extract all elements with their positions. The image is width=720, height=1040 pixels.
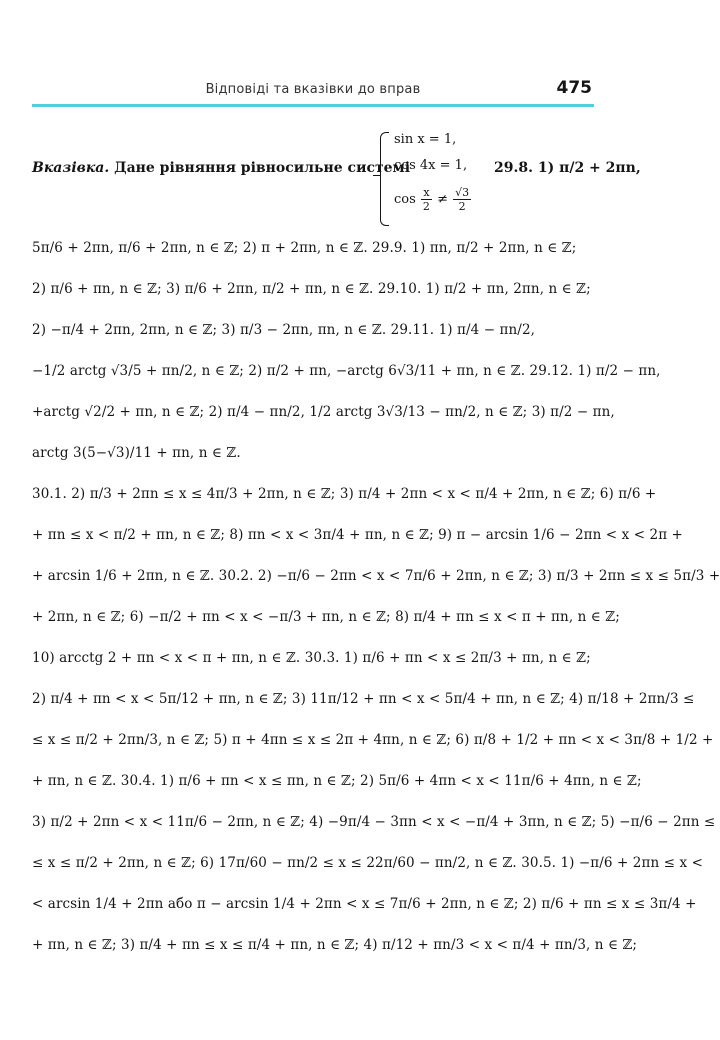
fraction-sqrt3-over-2: [453, 186, 471, 213]
solutions-list: [32, 228, 720, 966]
not-equal-sign: ≠: [437, 192, 448, 207]
solution-line: 2) −π/4 + 2πn, 2πn, n ∈ ℤ; 3) π/3 − 2πn, πn, n ∈ ℤ. 29.11. 1) π/4 − πn/2,: [32, 322, 536, 338]
solution-line: arctg 3(5−√3)/11 + πn, n ∈ ℤ.: [32, 445, 241, 461]
hint-answer: 29.8. 1) π/2 + 2πn,: [494, 160, 641, 176]
solution-line: +arctg √2/2 + πn, n ∈ ℤ; 2) π/4 − πn/2, 1/2 arctg 3√3/13 − πn/2, n ∈ ℤ; 3) π/2 − πn,: [32, 404, 615, 420]
fraction-x-over-2: [421, 186, 432, 213]
fraction-denominator: 2: [422, 200, 430, 213]
page-number: 475: [556, 78, 592, 98]
hint-text: [32, 160, 410, 176]
solution-line: 2) π/4 + πn < x < 5π/12 + πn, n ∈ ℤ; 3) 11π/12 + πn < x < 5π/4 + πn, n ∈ ℤ; 4) π/18 + 2πn/3 ≤: [32, 691, 695, 707]
fraction-numerator: x: [421, 186, 432, 200]
solution-line: < arcsin 1/4 + 2πn або π − arcsin 1/4 + 2πn < x ≤ 7π/6 + 2πn, n ∈ ℤ; 2) π/6 + πn ≤ x ≤ 3π/4 +: [32, 896, 697, 912]
solution-line: ≤ x ≤ π/2 + 2πn/3, n ∈ ℤ; 5) π + 4πn ≤ x ≤ 2π + 4πn, n ∈ ℤ; 6) π/8 + 1/2 + πn < x < 3π/8 + 1/2 +: [32, 732, 714, 748]
solution-line: 10) arcctg 2 + πn < x < π + πn, n ∈ ℤ. 30.3. 1) π/6 + πn < x ≤ 2π/3 + πn, n ∈ ℤ;: [32, 650, 591, 666]
system-brace: [380, 132, 389, 226]
solution-line: + πn ≤ x < π/2 + πn, n ∈ ℤ; 8) πn < x < 3π/4 + πn, n ∈ ℤ; 9) π − arcsin 1/6 − 2πn < x < 2π +: [32, 527, 683, 543]
solution-line: + πn, n ∈ ℤ. 30.4. 1) π/6 + πn < x ≤ πn, n ∈ ℤ; 2) 5π/6 + 4πn < x < 11π/6 + 4πn, n ∈ ℤ;: [32, 773, 642, 789]
hint-block: [32, 130, 641, 230]
solution-line: −1/2 arctg √3/5 + πn/2, n ∈ ℤ; 2) π/2 + πn, −arctg 6√3/11 + πn, n ∈ ℤ. 29.12. 1) π/2 − πn,: [32, 363, 661, 379]
fraction-denominator: 2: [458, 200, 466, 213]
solution-line: + πn, n ∈ ℤ; 3) π/4 + πn ≤ x ≤ π/4 + πn, n ∈ ℤ; 4) π/12 + πn/3 < x < π/4 + πn/3, n ∈ ℤ;: [32, 937, 638, 953]
equation-system: [380, 130, 490, 228]
system-line-2: cos 4x = 1,: [394, 158, 468, 173]
system-line-3-cos: cos: [394, 192, 416, 207]
solution-line: ≤ x ≤ π/2 + 2πn, n ∈ ℤ; 6) 17π/60 − πn/2 ≤ x ≤ 22π/60 − πn/2, n ∈ ℤ. 30.5. 1) −π/6 + 2πn ≤ x <: [32, 855, 703, 871]
hint-body: Дане рівняння рівносильне системі: [114, 160, 411, 176]
solution-line: 2) π/6 + πn, n ∈ ℤ; 3) π/6 + 2πn, π/2 + πn, n ∈ ℤ. 29.10. 1) π/2 + πn, 2πn, n ∈ ℤ;: [32, 281, 591, 297]
hint-label: Вказівка.: [32, 160, 110, 176]
solution-line: + 2πn, n ∈ ℤ; 6) −π/2 + πn < x < −π/3 + πn, n ∈ ℤ; 8) π/4 + πn ≤ x < π + πn, n ∈ ℤ;: [32, 609, 620, 625]
running-title: Відповіді та вказівки до вправ: [205, 82, 421, 97]
page-header: [32, 78, 594, 106]
solution-line: 5π/6 + 2πn, π/6 + 2πn, n ∈ ℤ; 2) π + 2πn, n ∈ ℤ. 29.9. 1) πn, π/2 + 2πn, n ∈ ℤ;: [32, 240, 577, 256]
solution-line: + arcsin 1/6 + 2πn, n ∈ ℤ. 30.2. 2) −π/6 − 2πn < x < 7π/6 + 2πn, n ∈ ℤ; 3) π/3 + 2πn ≤ x ≤ 5π/3 +: [32, 568, 720, 584]
system-line-3: [394, 186, 472, 213]
fraction-numerator: √3: [455, 186, 470, 199]
system-line-1: sin x = 1,: [394, 132, 457, 147]
solution-line: 3) π/2 + 2πn < x < 11π/6 − 2πn, n ∈ ℤ; 4) −9π/4 − 3πn < x < −π/4 + 3πn, n ∈ ℤ; 5) −π/6 − 2πn ≤: [32, 814, 716, 830]
solution-line: 30.1. 2) π/3 + 2πn ≤ x ≤ 4π/3 + 2πn, n ∈ ℤ; 3) π/4 + 2πn < x < π/4 + 2πn, n ∈ ℤ; 6) π/6 +: [32, 486, 657, 502]
header-rule: [32, 104, 594, 107]
